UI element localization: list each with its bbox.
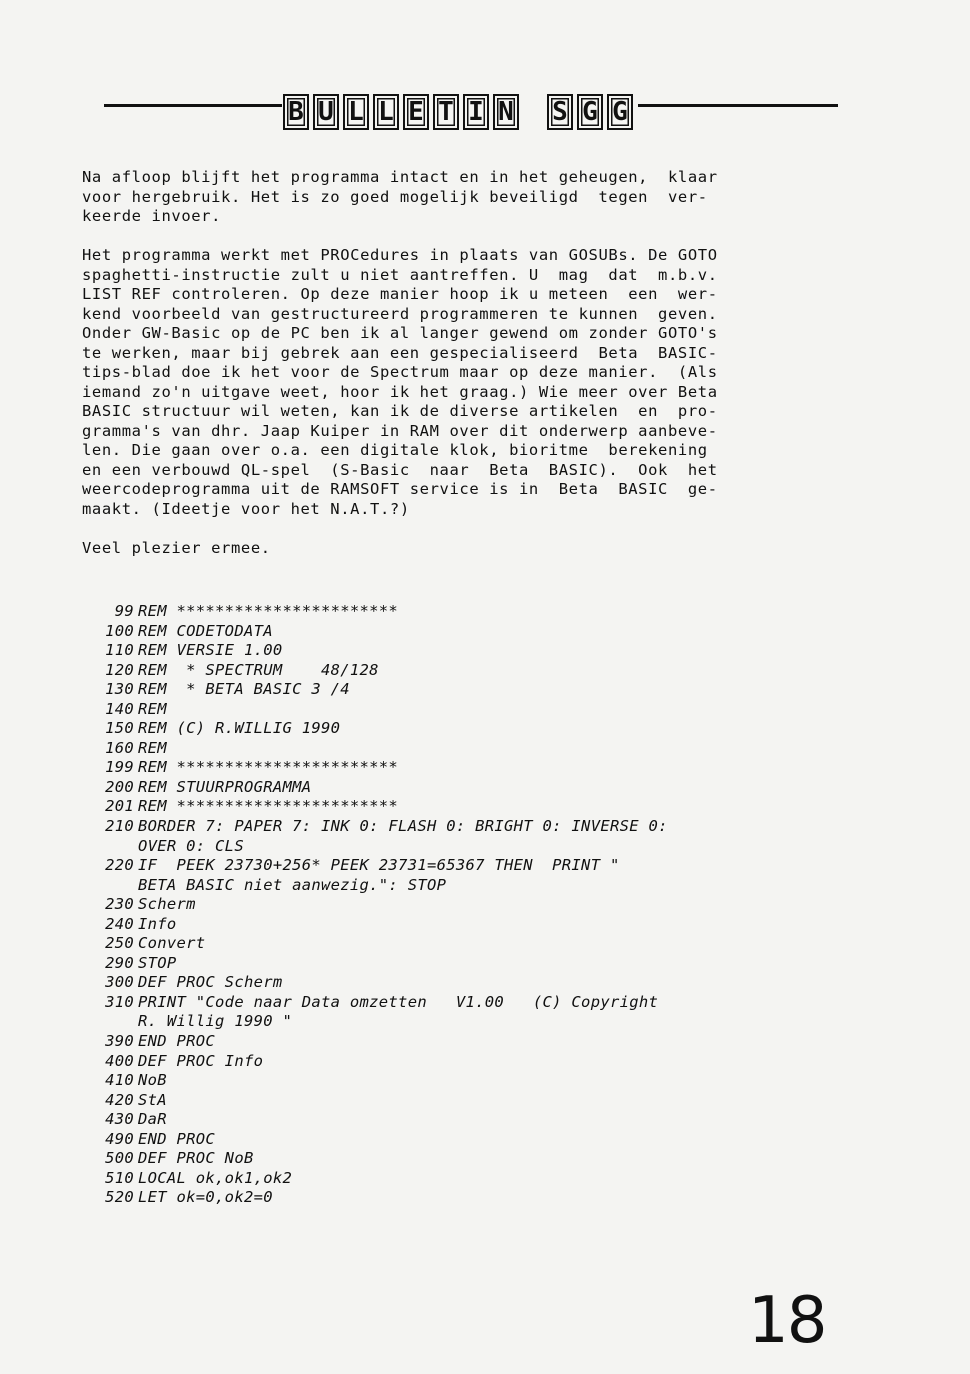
line-code: PRINT "Code naar Data omzetten V1.00 (C) Copyright [138, 992, 659, 1011]
code-line [82, 1032, 802, 1052]
header-rule-right [638, 104, 838, 107]
line-code: REM STUURPROGRAMMA [138, 777, 312, 796]
code-line [82, 641, 802, 661]
line-code: NoB [138, 1071, 167, 1090]
line-number: 230 [105, 895, 134, 914]
logo-letter: U [313, 94, 339, 130]
line-number: 520 [105, 1188, 134, 1207]
line-continuation: OVER 0: CLS [138, 836, 244, 855]
line-number: 290 [105, 953, 134, 972]
line-code: REM *********************** [138, 797, 399, 816]
logo-letter: T [433, 94, 459, 130]
line-code: REM (C) R.WILLIG 1990 [138, 719, 341, 738]
line-code: END PROC [138, 1032, 216, 1051]
line-number: 150 [105, 719, 134, 738]
code-line [82, 602, 802, 622]
line-code: REM VERSIE 1.00 [138, 641, 283, 660]
logo-letter: B [283, 94, 309, 130]
line-number: 130 [105, 680, 134, 699]
code-line [82, 817, 802, 837]
code-line [82, 934, 802, 954]
line-number: 240 [105, 914, 134, 933]
line-continuation: R. Willig 1990 " [138, 1012, 293, 1031]
code-line [82, 719, 802, 739]
line-number: 410 [105, 1071, 134, 1090]
code-line [82, 1188, 802, 1208]
line-code: BORDER 7: PAPER 7: INK 0: FLASH 0: BRIGHT 0: INVERSE 0: [138, 817, 668, 836]
line-code: REM [138, 738, 167, 757]
code-line [82, 954, 802, 974]
logo-letter: I [463, 94, 489, 130]
line-number: 201 [105, 797, 134, 816]
logo-letter: E [403, 94, 429, 130]
line-code: LOCAL ok,ok1,ok2 [138, 1168, 293, 1187]
code-line [82, 1091, 802, 1111]
logo-letter: G [607, 94, 633, 130]
line-code: LET ok=0,ok2=0 [138, 1188, 273, 1207]
code-line [82, 915, 802, 935]
code-line [82, 797, 802, 817]
paragraph-closing: Veel plezier ermee. [82, 539, 271, 557]
header-rule-left [104, 104, 282, 107]
code-line [82, 1052, 802, 1072]
logo-letter: S [547, 94, 573, 130]
line-number: 310 [105, 992, 134, 1011]
code-line [82, 1130, 802, 1150]
code-line [82, 758, 802, 778]
line-code: REM [138, 699, 167, 718]
line-code: DaR [138, 1110, 167, 1129]
code-line [82, 622, 802, 642]
code-line [82, 1169, 802, 1189]
line-code: IF PEEK 23730+256* PEEK 23731=65367 THEN PRINT " [138, 856, 620, 875]
bulletin-sgg-logo [283, 92, 635, 132]
code-line [82, 993, 802, 1013]
line-code: Info [138, 914, 177, 933]
line-number: 430 [105, 1110, 134, 1129]
page-number: 18 [748, 1284, 826, 1358]
line-number: 110 [105, 641, 134, 660]
code-line [82, 739, 802, 759]
logo-letter: G [577, 94, 603, 130]
line-code: DEF PROC NoB [138, 1149, 254, 1168]
line-code: REM *********************** [138, 758, 399, 777]
line-code: DEF PROC Info [138, 1051, 264, 1070]
code-line [82, 661, 802, 681]
line-code: StA [138, 1090, 167, 1109]
line-number: 500 [105, 1149, 134, 1168]
line-number: 120 [105, 660, 134, 679]
code-line [82, 1149, 802, 1169]
line-number: 160 [105, 738, 134, 757]
line-number: 99 [114, 602, 134, 620]
line-number: 400 [105, 1051, 134, 1070]
line-code: REM CODETODATA [138, 621, 273, 640]
logo-letter: N [493, 94, 519, 130]
line-code: END PROC [138, 1129, 216, 1148]
line-code: REM * SPECTRUM 48/128 [138, 660, 379, 679]
line-number: 140 [105, 699, 134, 718]
line-number: 390 [105, 1032, 134, 1051]
line-code: DEF PROC Scherm [138, 973, 283, 992]
line-code: STOP [138, 953, 177, 972]
line-number: 300 [105, 973, 134, 992]
line-number: 250 [105, 934, 134, 953]
paragraph-intro: Na afloop blijft het programma intact en in het geheugen, klaar voor hergebruik. Het is zo goed mogelijk beveiligd tegen ver- keerde invoer. [82, 168, 718, 225]
line-code: Scherm [138, 895, 196, 914]
logo-letter: L [373, 94, 399, 130]
line-number: 510 [105, 1168, 134, 1187]
code-line [82, 973, 802, 993]
line-number: 490 [105, 1129, 134, 1148]
line-number: 210 [105, 817, 134, 836]
code-line [82, 895, 802, 915]
line-number: 199 [105, 758, 134, 777]
line-number: 220 [105, 856, 134, 875]
line-number: 200 [105, 777, 134, 796]
basic-program-listing [82, 602, 802, 1208]
line-continuation: BETA BASIC niet aanwezig.": STOP [138, 875, 447, 894]
line-code: REM * BETA BASIC 3 /4 [138, 680, 350, 699]
line-code: Convert [138, 934, 206, 953]
code-line [82, 1110, 802, 1130]
line-number: 420 [105, 1090, 134, 1109]
code-line [82, 778, 802, 798]
line-number: 100 [105, 621, 134, 640]
code-line [82, 1071, 802, 1091]
paragraph-procedures: Het programma werkt met PROCedures in plaats van GOSUBs. De GOTO spaghetti-instructie zult u niet aantreffen. U mag dat m.b.v. LIST REF controleren. Op deze manier hoop ik u meteen een wer- kend voorbeeld van gestructureerd programmeren te kunnen geven. Onder GW-Basic op de PC ben ik al langer gewend om zonder GOTO's te werken, maar bij gebrek aan een gespecialiseerd Beta BASIC- tips-blad doe ik het voor de Spectrum maar op deze manier. (Als iemand zo'n uitgave weet, hoor ik het graag.) Wie meer over Beta BASIC structuur wil weten, kan ik de diverse artikelen en pro- gramma's van dhr. Jaap Kuiper in RAM over dit onderwerp aanbeve- len. Die gaan over o.a. een digitale klok, bioritme berekening en een verbouwd QL-spel (S-Basic naar Beta BASIC). Ook het weercodeprogramma uit de RAMSOFT service is in Beta BASIC ge- maakt. (Ideetje voor het N.A.T.?) [82, 246, 718, 518]
line-code: REM *********************** [138, 602, 399, 620]
code-line [82, 680, 802, 700]
logo-letter: L [343, 94, 369, 130]
code-line [82, 700, 802, 720]
code-line [82, 856, 802, 876]
